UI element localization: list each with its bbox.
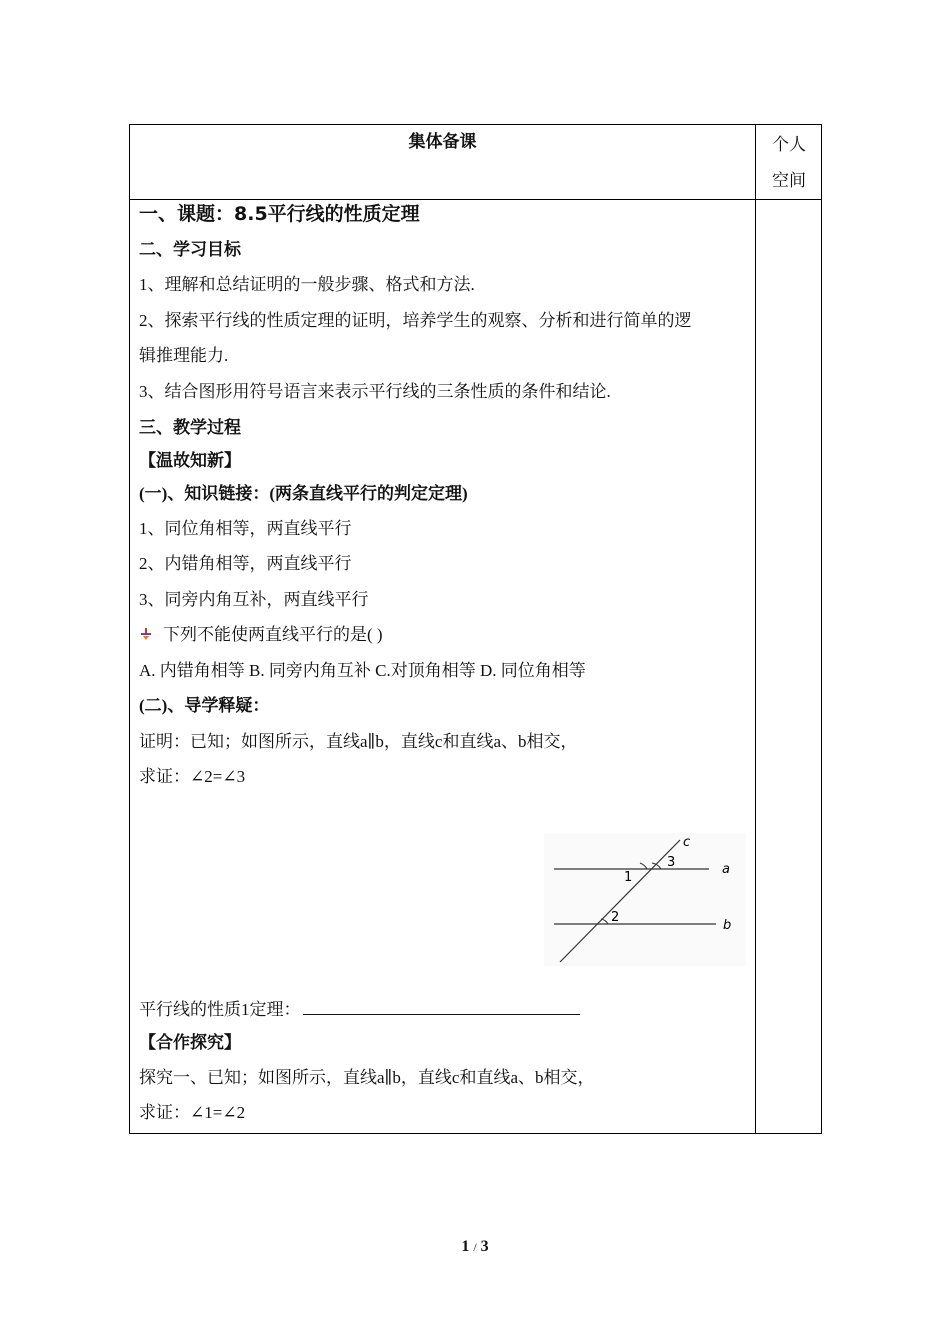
topic-heading: 一、课题：8.5平行线的性质定理: [139, 203, 420, 225]
side-column-header: [756, 127, 822, 199]
proof-given: 证明：已知；如图所示，直线a∥b，直线c和直线a、b相交，: [139, 732, 578, 751]
guide-heading: (二)、导学释疑：: [139, 696, 270, 715]
explore-goal: 求证：∠1=∠2: [139, 1103, 246, 1122]
goals-heading: 二、学习目标: [139, 240, 241, 260]
label-angle-2: 2: [611, 910, 620, 925]
property-prompt: 平行线的性质1定理：: [139, 1000, 301, 1019]
side-header-line2: 空间: [772, 171, 806, 191]
page-current: 1: [461, 1238, 470, 1255]
answer-blank[interactable]: [303, 996, 580, 1015]
header-divider: [130, 199, 821, 200]
answer-options: A. 内错角相等 B. 同旁内角互补 C.对顶角相等 D. 同位角相等: [139, 661, 586, 680]
process-heading: 三、教学过程: [139, 418, 241, 438]
question-line: [139, 623, 383, 647]
question-text: 下列不能使两直线平行的是( ): [163, 625, 383, 644]
goal-1: 1、理解和总结证明的一般步骤、格式和方法.: [139, 275, 475, 294]
line-c: [560, 840, 680, 962]
rule-1: 1、同位角相等，两直线平行: [139, 519, 352, 538]
label-c: c: [683, 835, 691, 850]
label-angle-1: 1: [624, 870, 633, 885]
explore-given: 探究一、已知；如图所示，直线a∥b，直线c和直线a、b相交，: [139, 1068, 595, 1087]
property-theorem-line: [139, 996, 580, 1022]
cooperative-heading: 【合作探究】: [139, 1033, 241, 1053]
proof-goal: 求证：∠2=∠3: [139, 767, 246, 786]
knowledge-link-heading: (一)、知识链接：(两条直线平行的判定定理): [139, 484, 468, 503]
side-header-line1: 个人: [772, 135, 806, 155]
goal-3: 3、结合图形用符号语言来表示平行线的三条性质的条件和结论.: [139, 382, 611, 401]
rule-2: 2、内错角相等，两直线平行: [139, 554, 352, 573]
label-a: a: [722, 862, 730, 877]
page-number: [0, 1238, 950, 1256]
page-total: 3: [480, 1238, 489, 1255]
table-header: 集体备课: [408, 132, 477, 152]
goal-2-line-2: 辑推理能力.: [139, 346, 229, 365]
goal-2-line-1: 2、探索平行线的性质定理的证明，培养学生的观察、分析和进行简单的逻: [139, 311, 692, 330]
arrow-bullet-icon: [139, 623, 163, 647]
lesson-table: [129, 124, 822, 1134]
angle-1-arc: [640, 863, 647, 869]
parallel-lines-figure: [544, 833, 746, 966]
column-divider: [755, 125, 756, 1133]
review-heading: 【温故知新】: [139, 451, 241, 471]
parallel-lines-diagram: [544, 833, 746, 966]
label-b: b: [723, 918, 732, 933]
label-angle-3: 3: [667, 855, 676, 870]
rule-3: 3、同旁内角互补，两直线平行: [139, 590, 369, 609]
page-separator: /: [473, 1240, 477, 1254]
angle-2-arc: [601, 919, 608, 924]
